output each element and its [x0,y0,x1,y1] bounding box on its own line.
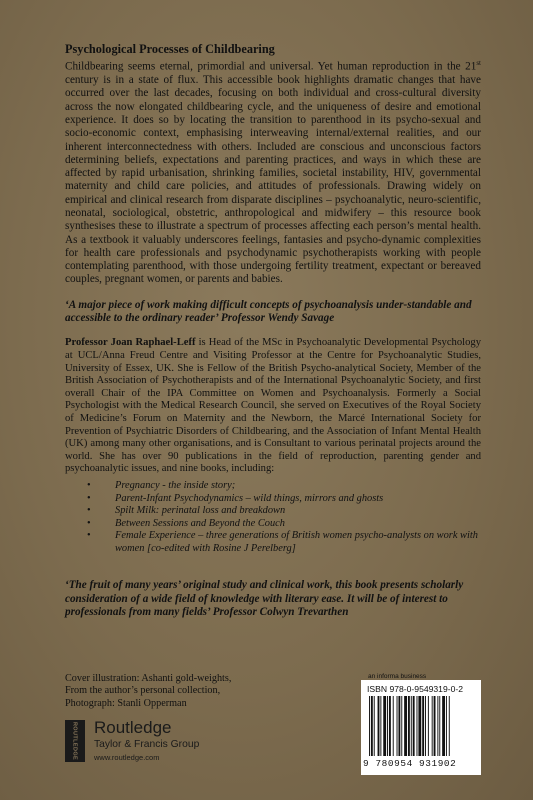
isbn-label: ISBN 978-0-9549319-0-2 [367,684,464,694]
bullet-icon: • [87,530,91,542]
book-title: Parent-Infant Psychodynamics – wild things, mirrors and ghosts [115,492,384,504]
credit-line: From the author’s personal collection, [65,685,221,697]
barcode-panel [361,680,481,775]
publisher-logo [65,718,265,768]
credit-line: Photograph: Stanli Opperman [65,697,187,709]
bullet-icon: • [87,479,91,491]
list-item [87,505,481,518]
bullet-icon: • [87,505,91,517]
books-list [65,480,481,556]
book-title: Pregnancy - the inside story; [115,479,236,491]
blurb-text-start: Childbearing seems eternal, primordial and universal. Yet human reproduction in the 21 [65,60,477,73]
credit-line: Cover illustration: Ashanti gold-weights, [65,673,232,684]
author-name: Professor Joan Raphael-Leff [65,337,196,349]
blurb-paragraph [65,57,481,287]
main-text-block [65,42,481,555]
list-item [87,480,481,493]
publisher-name: Routledge [94,718,172,737]
author-bio [65,337,481,476]
list-item [87,530,481,555]
review-quote-savage: ‘A major piece of work making difficult concepts of psychoanalysis under-standable and accessible to the ordinary reader’ Professor Wendy Savage [65,298,472,325]
author-bio-text: is Head of the MSc in Psychoanalytic Developmental Psychology at UCL/Anna Freud Centre and Visiting Professor at the Centre for Psychoanalytic Studies, University of Essex, UK. She is Fellow of the British Psycho-analytical Society, Member of the British Association of Psychotherapists and of the International Psychoanalytic Society, and first overall Chair of the IPA Committee on Women and Psychoanalysis. Formerly a Social Psychologist with the Medical Research Council, she served on Executives of the Royal Society of Medicine’s Forum on Maternity and the Newborn, the Marcé International Society for Prevention of Psychiatric Disorders of Childbearing, and the Association of Infant Mental Health (UK) among many other organisations, and is Consultant to various perinatal projects around the world. She has over 90 publications in the field of reproduction, parenting gender and psychoanalytic issues, and nine books, including: [65,337,481,475]
mark-text: ROUTLEDGE [71,721,78,761]
review-quote-trevarthen: ‘The fruit of many years’ original study and clinical work, this book presents scholarly consideration of a wide field of knowledge with literary ease. It will be of interest to professionals from many fields’ Professor Colwyn Trevarthen [65,579,464,619]
publisher-url: www.routledge.com [94,753,160,762]
informa-label: an informa business [368,673,427,680]
cover-credit [65,673,231,710]
routledge-mark-icon [65,720,85,762]
book-title: Between Sessions and Beyond the Couch [115,517,285,529]
blurb-text-end: century is in a state of flux. This accessible book highlights dramatic changes that have occurred over the last decades, focusing on both individual and cross-cultural diversity across the now elongated childbearing cycle, and the uniqueness of desire and emotional experience. It does so by locating the transition to parenthood in its psycho-sexual and socio-economic context, emphasising interweaving internal/external realities, and our inherent interconnectedness with others. Included are conscious and unconscious factors determining beliefs, expectations and parenting practices, and ways in which these are affected by rapid urbanisation, shrinking families, societal instability, HIV, governmental maternity and child care policies, and attitudes of professionals. Drawing widely on empirical and clinical research from disparate disciplines – psychoanalytic, neuro-scientific, neonatal, sociological, obstetric, anthropological and midwifery – this resource book synthesises these to illustrate a spectrum of processes affecting each person’s mental health. As a textbook it valuably underscores feelings, fantasies and psycho-dynamic complexities for health care professionals and psychodynamic psychotherapists working with people contemplating parenthood, with those undergoing fertility treatment, expectant or bereaved couples, pregnant women, or parents and babies. [65,74,481,286]
publisher-group: Taylor & Francis Group [94,739,200,750]
list-item [87,518,481,531]
blurb-title: Psychological Processes of Childbearing [65,42,275,56]
blurb-superscript: st [476,59,481,67]
list-item [87,493,481,506]
barcode-icon [367,696,475,756]
bullet-icon: • [87,492,91,504]
book-title: Spilt Milk: perinatal loss and breakdown [115,505,286,517]
barcode-digits: 9 780954 931902 [363,758,457,769]
bullet-icon: • [87,517,91,529]
book-title: Female Experience – three generations of British women psycho-analysts on work with women [co-edited with Rosine J Perelberg] [115,530,478,554]
